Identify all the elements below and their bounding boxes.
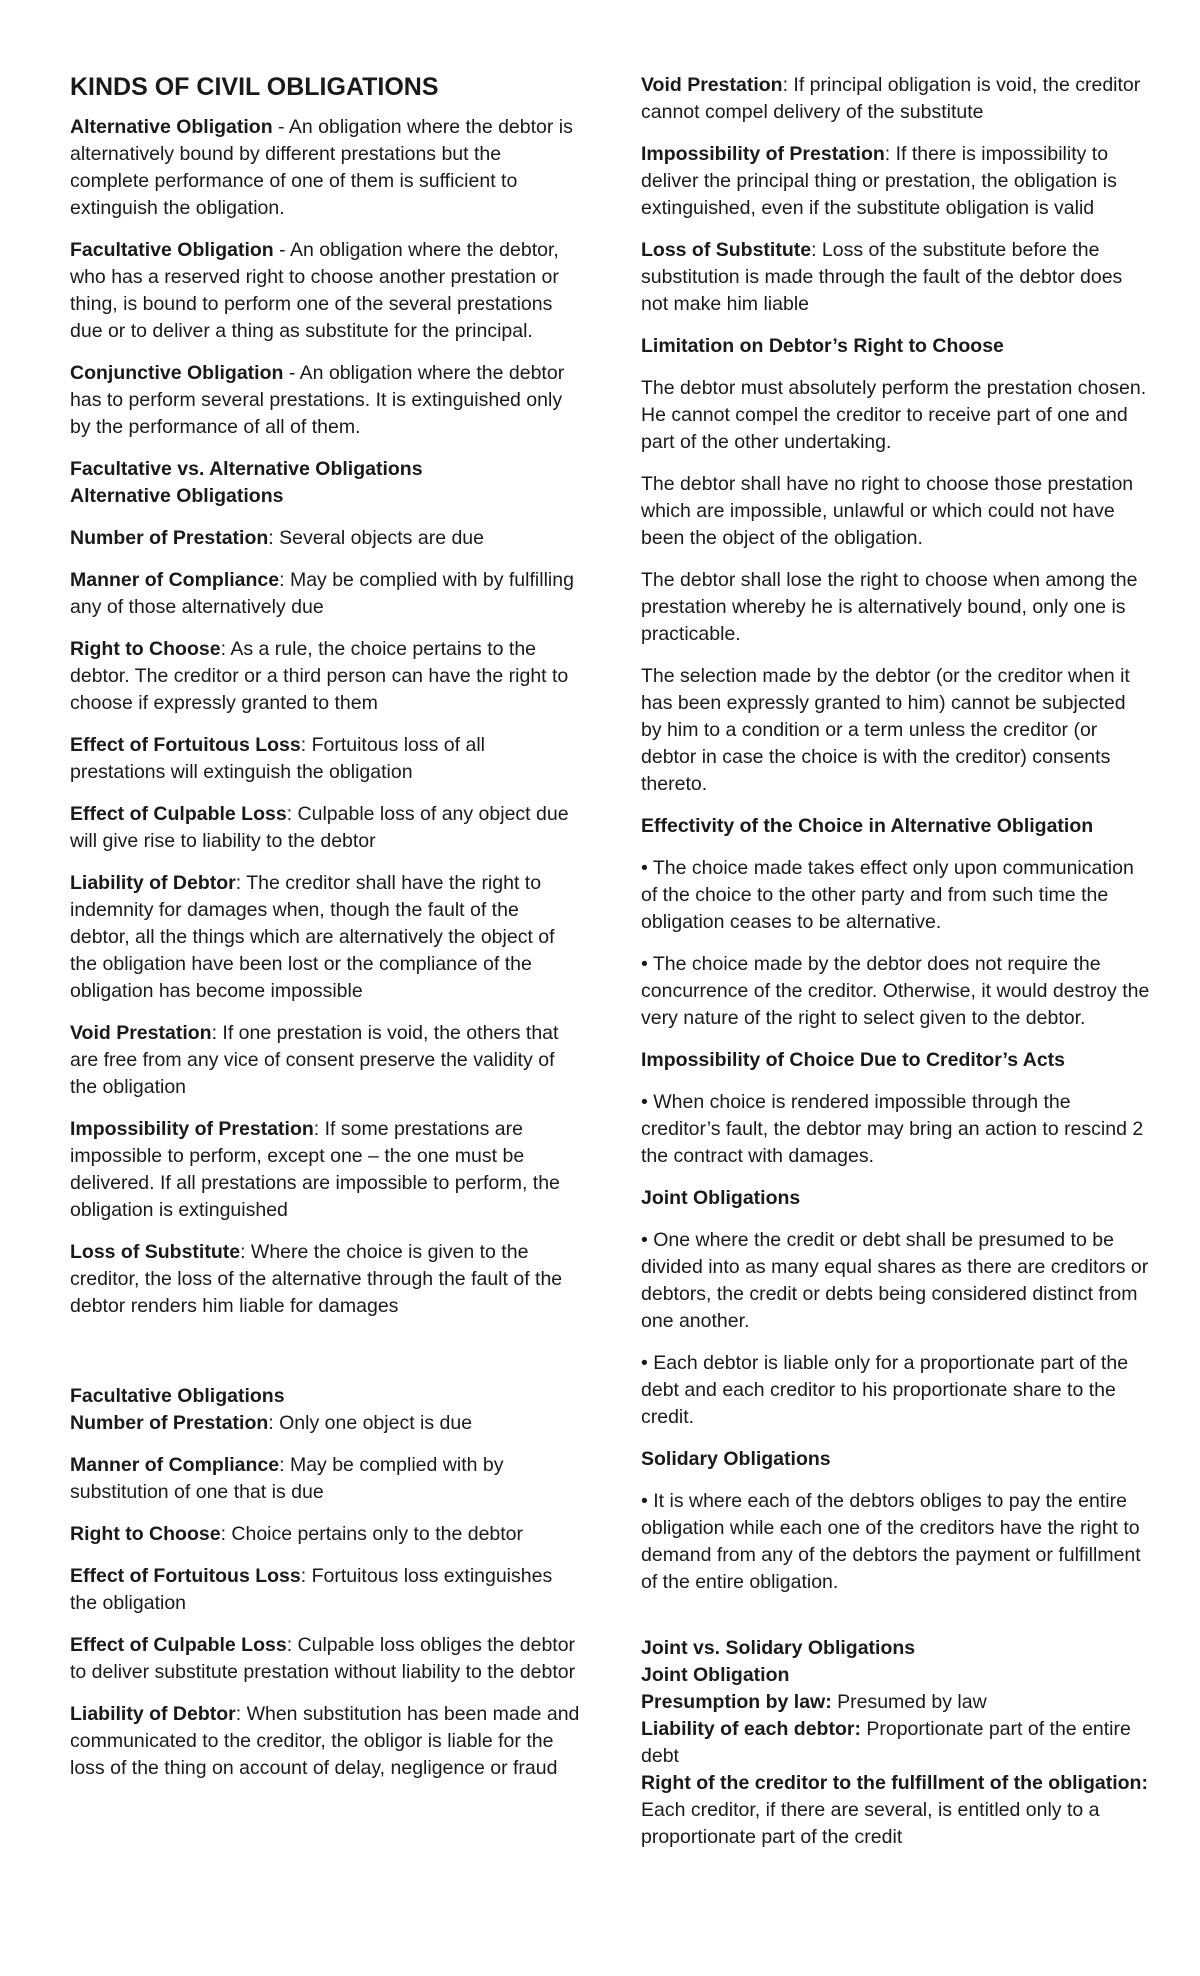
item-text: : Where the choice is given to the creditor, the loss of the alternative through the fault of the debtor renders him liable for damages — [70, 1241, 563, 1317]
item-term: Liability of Debtor — [70, 1703, 236, 1725]
item-text: : May be complied with by fulfilling any of those alternatively due — [70, 569, 574, 618]
term: Alternative Obligation — [70, 116, 273, 138]
item-term: Loss of Substitute — [641, 239, 812, 261]
facultative-item — [641, 141, 1151, 222]
item-text: : When substitution has been made and communicated to the creditor, the obligor is liable for the loss of the thing on account of delay, negligence or fraud — [70, 1703, 580, 1779]
comparison-item — [641, 1716, 1151, 1770]
section-spacer — [641, 1611, 1151, 1635]
bullet-paragraph: • The choice made takes effect only upon communication of the choice to the other party and from such time the obligation ceases to be alternative. — [641, 857, 1134, 933]
item-term: Impossibility of Prestation — [641, 143, 885, 165]
item-term: Effect of Fortuitous Loss — [70, 1565, 301, 1587]
facultative-item — [641, 237, 1151, 318]
alternative-item — [70, 1239, 580, 1320]
item-term: Void Prestation — [70, 1022, 212, 1044]
item-term: Effect of Culpable Loss — [70, 803, 287, 825]
item-term: Loss of Substitute — [70, 1241, 241, 1263]
section-subheading: Alternative Obligations — [70, 485, 284, 507]
item-term: Void Prestation — [641, 74, 783, 96]
right-column — [641, 72, 1151, 1851]
item-term: Right to Choose — [70, 1523, 221, 1545]
paragraph: The debtor must absolutely perform the prestation chosen. He cannot compel the creditor to receive part of one and part of the other undertaking. — [641, 377, 1147, 453]
section-subheading: Facultative Obligations — [70, 1385, 285, 1407]
item-text: : Fortuitous loss of all prestations will extinguish the obligation — [70, 734, 485, 783]
item-text: Proportionate part of the entire debt — [641, 1718, 1131, 1767]
comparison-item — [641, 1689, 1151, 1716]
item-text: : If principal obligation is void, the creditor cannot compel delivery of the substitute — [641, 74, 1141, 123]
page-title: KINDS OF CIVIL OBLIGATIONS — [70, 73, 439, 101]
facultative-item — [70, 1452, 580, 1506]
facultative-item — [70, 1632, 580, 1686]
item-text: : Several objects are due — [268, 527, 484, 549]
item-text: : The creditor shall have the right to indemnity for damages when, though the fault of the debtor, all the things which are alternatively the object of the obligation have been lost or the compliance of the obligation has become impossible — [70, 872, 555, 1002]
item-term: Right of the creditor to the fulfillment of the obligation: — [641, 1772, 1148, 1794]
comparison-heading-block — [70, 456, 580, 510]
paragraph: The debtor shall lose the right to choose when among the prestation whereby he is alternatively bound, only one is practicable. — [641, 569, 1138, 645]
section-subheading: Joint Obligation — [641, 1664, 790, 1686]
conjunctive-obligation-definition — [70, 360, 580, 441]
alternative-item — [70, 870, 580, 1005]
item-text: : Choice pertains only to the debtor — [220, 1523, 524, 1545]
item-text: : Culpable loss of any object due will give rise to liability to the debtor — [70, 803, 569, 852]
alternative-item — [70, 1020, 580, 1101]
alternative-item — [70, 567, 580, 621]
section-heading: Joint vs. Solidary Obligations — [641, 1637, 916, 1659]
section-spacer — [70, 1335, 580, 1383]
facultative-item — [70, 1563, 580, 1617]
item-term: Presumption by law: — [641, 1691, 832, 1713]
item-text: Presumed by law — [831, 1691, 987, 1713]
comparison-item — [641, 1770, 1151, 1851]
bullet-paragraph: • It is where each of the debtors obliges to pay the entire obligation while each one of the creditors have the right to demand from any of the debtors the payment or fulfillment of the entire obligation. — [641, 1490, 1141, 1593]
item-term: Right to Choose — [70, 638, 221, 660]
section-heading: Effectivity of the Choice in Alternative Obligation — [641, 815, 1094, 837]
definition-text: - An obligation where the debtor, who has a reserved right to choose another prestation or thing, is bound to perform one of the several prestations due or to deliver a thing as substitute for the principal. — [70, 239, 559, 342]
item-term: Number of Prestation — [70, 1412, 269, 1434]
item-text: : Fortuitous loss extinguishes the obligation — [70, 1565, 553, 1614]
bullet-paragraph: • One where the credit or debt shall be presumed to be divided into as many equal shares as there are creditors or debtors, the credit or debts being considered distinct from one another. — [641, 1229, 1149, 1332]
term: Facultative Obligation — [70, 239, 274, 261]
facultative-item — [70, 1410, 580, 1437]
item-term: Number of Prestation — [70, 527, 269, 549]
section-heading: Limitation on Debtor’s Right to Choose — [641, 335, 1004, 357]
section-heading: Solidary Obligations — [641, 1448, 831, 1470]
item-term: Effect of Culpable Loss — [70, 1634, 287, 1656]
facultative-item — [70, 1521, 580, 1548]
alternative-item — [70, 1116, 580, 1224]
item-text: : As a rule, the choice pertains to the debtor. The creditor or a third person can have the right to choose if expressly granted to them — [70, 638, 569, 714]
section-heading: Facultative vs. Alternative Obligations — [70, 458, 423, 480]
item-term: Effect of Fortuitous Loss — [70, 734, 301, 756]
alternative-item — [70, 801, 580, 855]
item-text: : Loss of the substitute before the substitution is made through the fault of the debtor does not make him liable — [641, 239, 1123, 315]
section-heading: Impossibility of Choice Due to Creditor’s Acts — [641, 1049, 1066, 1071]
item-text: : If some prestations are impossible to perform, except one – the one must be delivered. If all prestations are impossible to perform, the obligation is extinguished — [70, 1118, 560, 1221]
bullet-paragraph: • The choice made by the debtor does not require the concurrence of the creditor. Otherwise, it would destroy the very nature of the right to select given to the debtor. — [641, 953, 1150, 1029]
item-text: : If there is impossibility to deliver the principal thing or prestation, the obligation is extinguished, even if the substitute obligation is valid — [641, 143, 1117, 219]
definition-text: - An obligation where the debtor is alternatively bound by different prestations but the complete performance of one of them is sufficient to extinguish the obligation. — [70, 116, 573, 219]
paragraph: The selection made by the debtor (or the creditor when it has been expressly granted to him) cannot be subjected by him to a condition or a term unless the creditor (or debtor in case the choice is with the creditor) consents thereto. — [641, 665, 1130, 795]
bullet-paragraph: • When choice is rendered impossible through the creditor’s fault, the debtor may bring an action to rescind 2 the contract with damages. — [641, 1091, 1144, 1167]
facultative-obligation-definition — [70, 237, 580, 345]
facultative-item — [641, 72, 1151, 126]
alternative-obligation-definition — [70, 114, 580, 222]
alternative-item — [70, 732, 580, 786]
facultative-item — [70, 1701, 580, 1782]
item-term: Impossibility of Prestation — [70, 1118, 314, 1140]
alternative-item — [70, 525, 580, 552]
bullet-paragraph: • Each debtor is liable only for a proportionate part of the debt and each creditor to his proportionate share to the credit. — [641, 1352, 1129, 1428]
item-text: Each creditor, if there are several, is entitled only to a proportionate part of the credit — [641, 1799, 1100, 1848]
section-heading: Joint Obligations — [641, 1187, 801, 1209]
item-term: Manner of Compliance — [70, 569, 280, 591]
alternative-item — [70, 636, 580, 717]
paragraph: The debtor shall have no right to choose those prestation which are impossible, unlawful or which could not have been the object of the obligation. — [641, 473, 1134, 549]
item-term: Liability of Debtor — [70, 872, 236, 894]
left-column — [70, 72, 580, 1797]
item-text: : May be complied with by substitution of one that is due — [70, 1454, 504, 1503]
item-text: : Culpable loss obliges the debtor to deliver substitute prestation without liability to the debtor — [70, 1634, 576, 1683]
item-term: Manner of Compliance — [70, 1454, 280, 1476]
item-term: Liability of each debtor: — [641, 1718, 861, 1740]
item-text: : If one prestation is void, the others that are free from any vice of consent preserve the validity of the obligation — [70, 1022, 559, 1098]
item-text: : Only one object is due — [268, 1412, 473, 1434]
definition-text: - An obligation where the debtor has to perform several prestations. It is extinguished only by the performance of all of them. — [70, 362, 565, 438]
term: Conjunctive Obligation — [70, 362, 284, 384]
